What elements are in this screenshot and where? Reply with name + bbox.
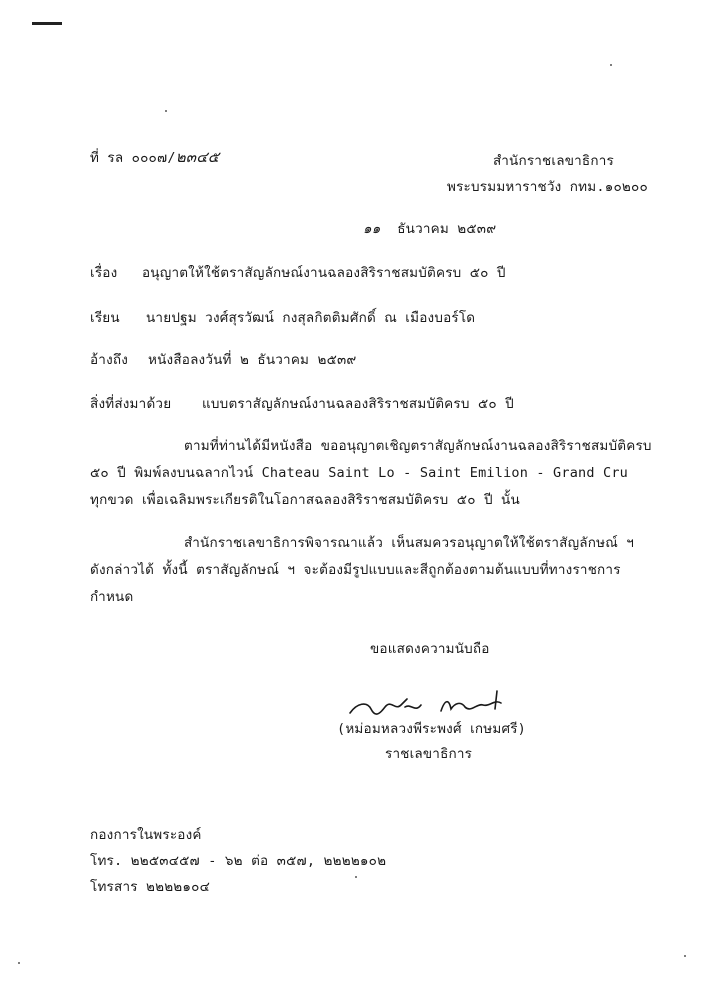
reference-number: [90, 148, 219, 167]
paragraph-2-line-3: กำหนด: [90, 589, 134, 605]
closing-salutation: ขอแสดงความนับถือ: [370, 641, 490, 657]
speck: [18, 962, 20, 964]
paragraph-2-line-2: ดังกล่าวได้ ทั้งนี้ ตราสัญลักษณ์ ฯ จะต้องมีรูปแบบและสีถูกต้องตามต้นแบบที่ทางราชการ: [90, 562, 621, 578]
signature-handwritten: [345, 685, 545, 721]
footer-department: กองการในพระองค์: [90, 827, 202, 843]
reference-value: หนังสือลงวันที่ ๒ ธันวาคม ๒๕๓๙: [148, 352, 357, 368]
recipient-row: [90, 309, 475, 327]
letter-date: [363, 220, 496, 238]
reference-handwritten: ๒๓๔๕: [175, 148, 220, 166]
reference-prefix: ที่ รล ๐๐๐๗/: [90, 150, 176, 166]
signer-title: ราชเลขาธิการ: [385, 746, 473, 762]
subject-label: เรื่อง: [90, 265, 118, 281]
subject-value: อนุญาตให้ใช้ตราสัญลักษณ์งานฉลองสิริราชสมบัติครบ ๕๐ ปี: [142, 265, 506, 281]
paragraph-1-line-3: ทุกขวด เพื่อเฉลิมพระเกียรติในโอกาสฉลองสิริราชสมบัติครบ ๕๐ ปี นั้น: [90, 492, 520, 508]
office-name: สำนักราชเลขาธิการ: [493, 153, 614, 169]
date-day-handwritten: ๑๑: [363, 221, 381, 237]
enclosure-label: สิ่งที่ส่งมาด้วย: [90, 396, 172, 412]
speck: [610, 64, 612, 66]
speck: [355, 876, 357, 878]
paragraph-2-line-1: สำนักราชเลขาธิการพิจารณาแล้ว เห็นสมควรอนุญาตให้ใช้ตราสัญลักษณ์ ฯ: [184, 535, 635, 551]
punch-mark: [32, 22, 62, 25]
footer-fax: โทรสาร ๒๒๒๒๑๐๔: [90, 879, 211, 895]
speck: [684, 955, 686, 957]
speck: [165, 110, 167, 112]
office-address: พระบรมมหาราชวัง กทม.๑๐๒๐๐: [447, 179, 648, 195]
subject-row: [90, 264, 506, 282]
paragraph-1-line-2: ๕๐ ปี พิมพ์ลงบนฉลากไวน์ Chateau Saint Lo - Saint Emilion - Grand Cru: [90, 465, 629, 481]
date-month-year: ธันวาคม ๒๕๓๙: [397, 221, 497, 237]
reference-row: [90, 351, 357, 369]
paragraph-1-line-1: ตามที่ท่านได้มีหนังสือ ขออนุญาตเชิญตราสัญลักษณ์งานฉลองสิริราชสมบัติครบ: [184, 438, 652, 454]
footer-phone: โทร. ๒๒๕๓๔๕๗ - ๖๒ ต่อ ๓๕๗, ๒๒๒๒๑๐๒: [90, 853, 387, 869]
recipient-value: นายปฐม วงศ์สุรวัฒน์ กงสุลกิตติมศักดิ์ ณ เมืองบอร์โด: [146, 310, 476, 326]
enclosure-row: [90, 395, 514, 413]
reference-label: อ้างถึง: [90, 352, 129, 368]
enclosure-value: แบบตราสัญลักษณ์งานฉลองสิริราชสมบัติครบ ๕๐ ปี: [202, 396, 514, 412]
recipient-label: เรียน: [90, 310, 120, 326]
signer-name: (หม่อมหลวงพีระพงศ์ เกษมศรี): [337, 721, 526, 737]
